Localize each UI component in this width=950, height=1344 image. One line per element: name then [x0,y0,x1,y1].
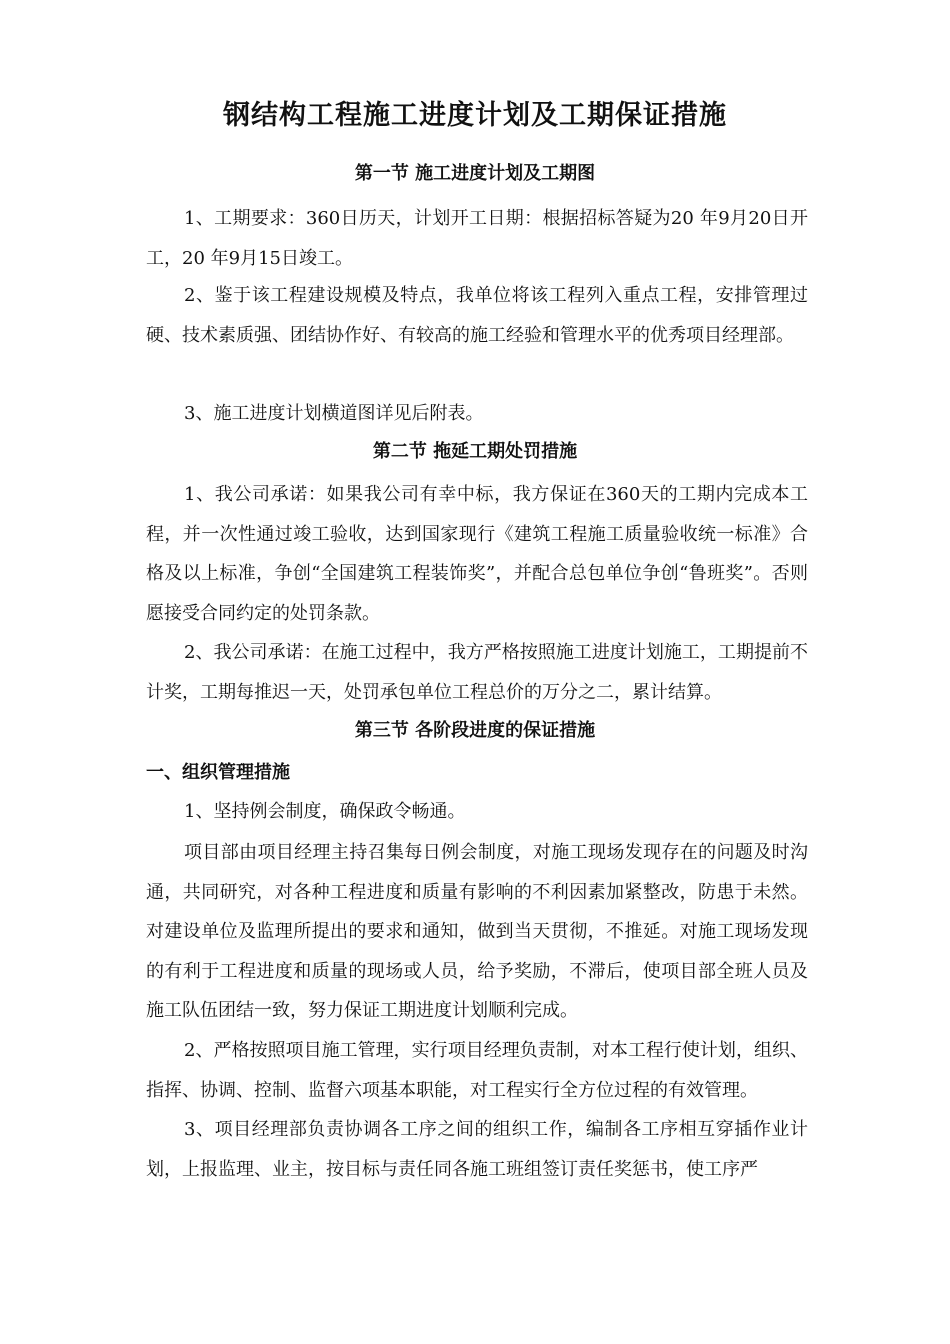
paragraph-commitment-1: 1、我公司承诺：如果我公司有幸中标，我方保证在360天的工期内完成本工程，并一次性通过竣工验收，达到国家现行《建筑工程施工质量验收统一标准》合格及以上标准，争创“全国建筑工程装饰奖”，并配合总包单位争创“鲁班奖”。否则愿接受合同约定的处罚条款。 [146,484,808,624]
paragraph-meeting-system: 1、坚持例会制度，确保政令畅通。 [184,801,466,822]
subheading-organization: 一、组织管理措施 [146,762,290,783]
paragraph-key-project: 2、鉴于该工程建设规模及特点，我单位将该工程列入重点工程，安排管理过硬、技术素质强、团结协作好、有较高的施工经验和管理水平的优秀项目经理部。 [146,285,808,346]
section-heading-3: 第三节 各阶段进度的保证措施 [354,720,596,741]
paragraph-coordination: 3、项目经理部负责协调各工序之间的组织工作，编制各工序相互穿插作业计划，上报监理、业主，按目标与责任同各施工班组签订责任奖惩书，使工序严 [146,1119,808,1180]
paragraph-schedule-requirement: 1、工期要求：360日历天，计划开工日期：根据招标答疑为20 年9月20日开工，20 年9月15日竣工。 [146,208,808,269]
paragraph-manager-responsibility: 2、严格按照项目施工管理，实行项目经理负责制，对本工程行使计划，组织、指挥、协调、控制、监督六项基本职能，对工程实行全方位过程的有效管理。 [146,1040,808,1101]
paragraph-commitment-2: 2、我公司承诺：在施工过程中，我方严格按照施工进度计划施工，工期提前不计奖，工期每推迟一天，处罚承包单位工程总价的万分之二，累计结算。 [146,642,808,703]
paragraph-daily-meeting: 项目部由项目经理主持召集每日例会制度，对施工现场发现存在的问题及时沟通，共同研究，对各种工程进度和质量有影响的不利因素加紧整改，防患于未然。对建设单位及监理所提出的要求和通知，做到当天贯彻，不推延。对施工现场发现的有利于工程进度和质量的现场或人员，给予奖励，不滞后，使项目部全班人员及施工队伍团结一致，努力保证工期进度计划顺利完成。 [146,842,808,1021]
document-title: 钢结构工程施工进度计划及工期保证措施 [223,100,727,131]
section-heading-2: 第二节 拖延工期处罚措施 [372,441,578,462]
section-heading-1: 第一节 施工进度计划及工期图 [354,163,596,184]
paragraph-gantt-reference: 3、施工进度计划横道图详见后附表。 [184,403,484,424]
